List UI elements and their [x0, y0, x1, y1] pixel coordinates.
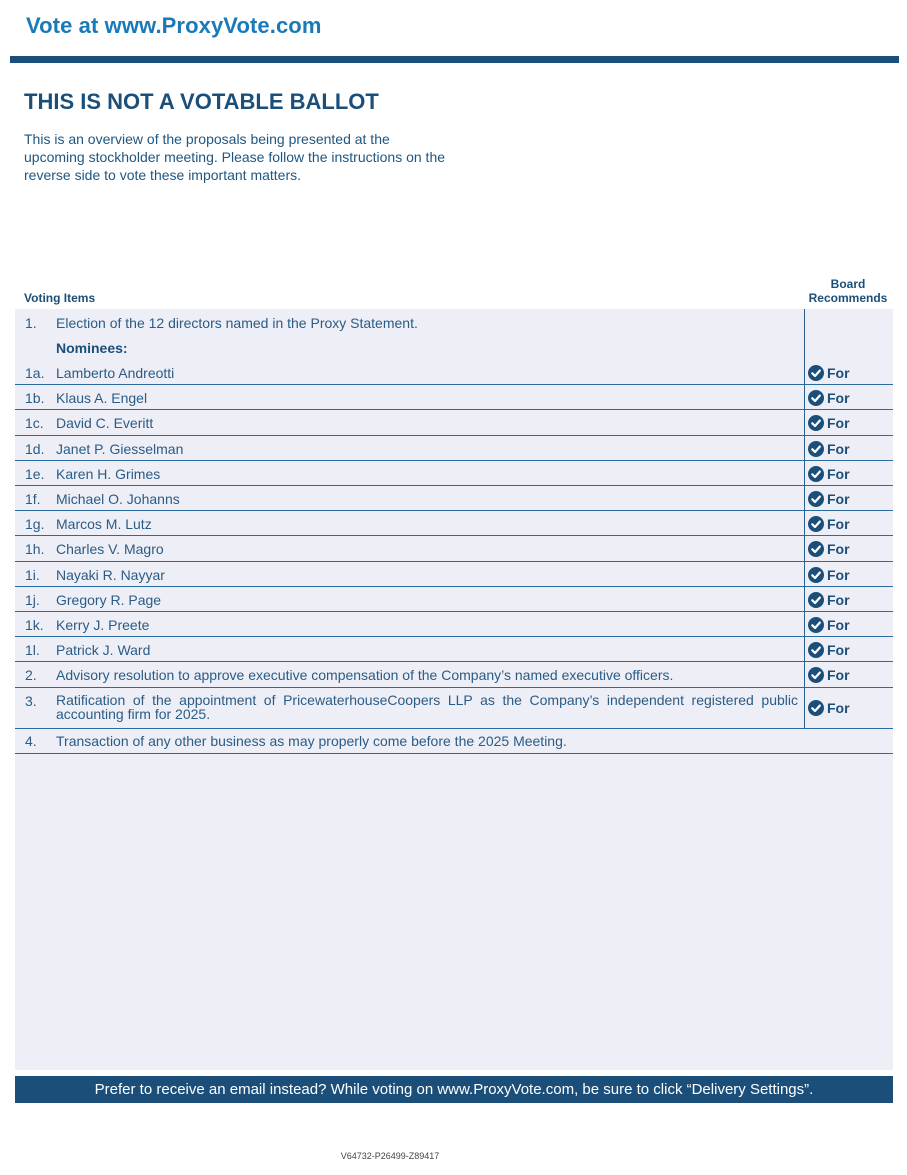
nominee-name: Janet P. Giesselman: [56, 440, 184, 457]
recommendation: [808, 415, 850, 431]
nominee-number: 1f.: [25, 491, 41, 507]
nominee-name: Kerry J. Preete: [56, 617, 150, 633]
recommendation: [808, 617, 850, 633]
nominee-row: [15, 637, 893, 662]
item-text: Transaction of any other business as may properly come before the 2025 Meeting.: [56, 733, 567, 749]
nominee-row: [15, 536, 893, 561]
board-header-line2: Recommends: [808, 291, 888, 305]
nominee-number: 1c.: [25, 415, 44, 432]
nominee-name: Marcos M. Lutz: [56, 516, 152, 533]
nominee-name: Karen H. Grimes: [56, 465, 161, 482]
item-number: 3.: [25, 693, 37, 709]
recommendation-label: For: [827, 642, 850, 659]
item-2-row: [15, 662, 893, 688]
recommendation-label: For: [827, 465, 850, 482]
check-circle-icon: [808, 516, 824, 532]
recommendation: [808, 516, 850, 532]
check-circle-icon: [808, 567, 824, 583]
nominee-row: [15, 562, 893, 587]
recommendation-label: For: [827, 700, 850, 716]
nominee-name: Charles V. Magro: [56, 541, 164, 558]
board-header-line1: Board: [830, 277, 866, 291]
check-circle-icon: [808, 415, 824, 431]
nominee-row: [15, 587, 893, 612]
nominee-row: [15, 360, 893, 385]
recommendation-label: For: [827, 491, 850, 507]
job-code: V64732-P26499-Z89417: [340, 1151, 440, 1161]
check-circle-icon: [808, 390, 824, 406]
item-text: Advisory resolution to approve executive compensation of the Company’s named executive officers.: [56, 667, 674, 683]
recommendation: [808, 365, 850, 381]
recommendation: [808, 541, 850, 557]
recommendation-label: For: [827, 365, 850, 381]
check-circle-icon: [808, 441, 824, 457]
recommendation-label: For: [827, 667, 850, 683]
check-circle-icon: [808, 365, 824, 381]
recommendation: [808, 441, 850, 457]
nominee-name: Klaus A. Engel: [56, 390, 148, 407]
check-circle-icon: [808, 541, 824, 557]
item-number: 1.: [25, 315, 37, 331]
nominee-name: Nayaki R. Nayyar: [56, 566, 165, 583]
recommendation: [808, 491, 850, 507]
nominee-number: 1i.: [25, 566, 40, 583]
nominee-number: 1d.: [25, 440, 45, 457]
voting-items-header: Voting Items: [24, 291, 96, 305]
nominee-name: Lamberto Andreotti: [56, 365, 175, 381]
nominee-number: 1l.: [25, 642, 40, 659]
recommendation-label: For: [827, 390, 850, 407]
nominee-number: 1g.: [25, 516, 45, 533]
recommendation-label: For: [827, 617, 850, 633]
nominee-number: 1h.: [25, 541, 45, 558]
recommendation: [808, 390, 850, 406]
nominee-number: 1e.: [25, 465, 45, 482]
recommendation-label: For: [827, 566, 850, 583]
check-circle-icon: [808, 700, 824, 716]
page-title: THIS IS NOT A VOTABLE BALLOT: [24, 89, 379, 114]
nominee-number: 1a.: [25, 365, 45, 381]
check-circle-icon: [808, 491, 824, 507]
recommendation: [808, 592, 850, 608]
nominee-number: 1k.: [25, 617, 44, 633]
check-circle-icon: [808, 592, 824, 608]
nominee-row: [15, 511, 893, 536]
nominees-label-row: [15, 335, 893, 360]
nominee-name: Patrick J. Ward: [56, 642, 151, 659]
proxyvote-url: Vote at www.ProxyVote.com: [26, 13, 322, 38]
check-circle-icon: [808, 466, 824, 482]
nominee-name: Gregory R. Page: [56, 591, 162, 608]
nominee-name: Michael O. Johanns: [56, 491, 180, 507]
recommendation: [808, 700, 850, 716]
item-text: Ratification of the appointment of PricewaterhouseCoopers LLP as the Company’s independent registered public accounting firm for 2025.: [56, 692, 798, 722]
header-divider: [10, 56, 899, 63]
item-text: Election of the 12 directors named in the Proxy Statement.: [56, 315, 418, 331]
item-4-row: [15, 729, 893, 754]
delivery-settings-banner: Prefer to receive an email instead? While voting on www.ProxyVote.com, be sure to click “Delivery Settings”.: [15, 1076, 893, 1103]
nominee-row: [15, 436, 893, 461]
board-recommends-header: [800, 277, 896, 305]
intro-text: This is an overview of the proposals being presented at the upcoming stockholder meeting. Please follow the instructions on the reverse side to vote these important matters.: [24, 131, 446, 183]
item-number: 4.: [25, 733, 37, 749]
recommendation: [808, 466, 850, 482]
recommendation-label: For: [827, 415, 850, 432]
item-3-row: [15, 688, 893, 729]
nominee-number: 1b.: [25, 390, 45, 407]
nominees-label: Nominees:: [56, 340, 128, 356]
recommendation: [808, 667, 850, 683]
check-circle-icon: [808, 642, 824, 658]
nominee-row: [15, 486, 893, 511]
nominee-number: 1j.: [25, 591, 40, 608]
recommendation-label: For: [827, 516, 850, 533]
nominee-name: David C. Everitt: [56, 415, 154, 432]
nominee-row: [15, 612, 893, 637]
item-1-row: [15, 309, 893, 335]
recommendation-label: For: [827, 591, 850, 608]
recommendation: [808, 642, 850, 658]
check-circle-icon: [808, 617, 824, 633]
recommendation: [808, 567, 850, 583]
nominee-row: [15, 410, 893, 435]
recommendation-label: For: [827, 541, 850, 558]
nominee-row: [15, 385, 893, 410]
item-number: 2.: [25, 667, 37, 683]
check-circle-icon: [808, 667, 824, 683]
recommendation-label: For: [827, 440, 850, 457]
nominee-row: [15, 461, 893, 486]
